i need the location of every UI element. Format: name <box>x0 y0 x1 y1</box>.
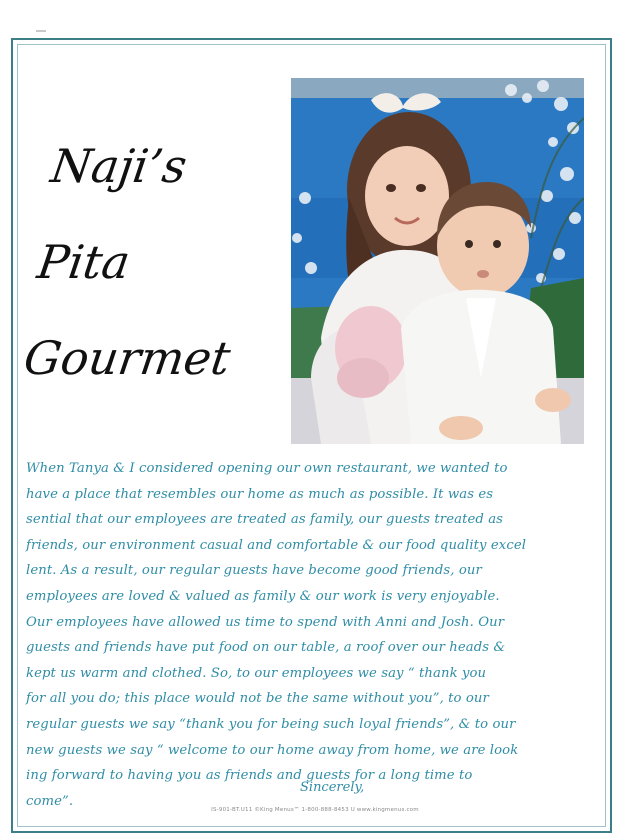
letter-signoff: Sincerely, <box>300 780 365 795</box>
letter-line: kept us warm and clothed. So, to our employees we say “ thank you <box>26 665 487 681</box>
title-line-3: Gourmet <box>20 331 234 385</box>
letter-line: ing forward to having you as friends and guests for a long time to <box>26 768 473 784</box>
letter-line: for all you do; this place would not be the same without you”, to our <box>26 691 489 707</box>
letter-line: lent. As a result, our regular guests have become good friends, our <box>26 563 482 579</box>
printer-footer: IS-901-BT.U11 ©King Menus™ 1-800-888-8453 U www.kingmenus.com <box>211 807 419 813</box>
letter-line: guests and friends have put food on our table, a roof over our heads & <box>26 640 506 656</box>
letter-line: regular guests we say “thank you for being such loyal friends”, & to our <box>26 716 516 732</box>
scan-mark <box>36 30 46 32</box>
letter-line: friends, our environment casual and comfortable & our food quality excel <box>26 537 527 553</box>
title-line-2: Pita <box>34 235 134 289</box>
title-line-1: Naji’s <box>47 139 191 193</box>
letter-line: new guests we say “ welcome to our home away from home, we are look <box>26 742 519 758</box>
letter-line: When Tanya & I considered opening our own restaurant, we wanted to <box>26 461 508 476</box>
letter-line: have a place that resembles our home as much as possible. It was es <box>26 486 494 502</box>
letter-line: sential that our employees are treated as family, our guests treated as <box>26 512 504 528</box>
family-photo <box>291 78 584 444</box>
restaurant-title <box>18 118 308 406</box>
letter-line: come”. <box>26 793 74 809</box>
letter-line: Our employees have allowed us time to spend with Anni and Josh. Our <box>26 614 505 630</box>
welcome-letter <box>26 456 598 814</box>
letter-line: employees are loved & valued as family & our work is very enjoyable. <box>26 588 500 604</box>
